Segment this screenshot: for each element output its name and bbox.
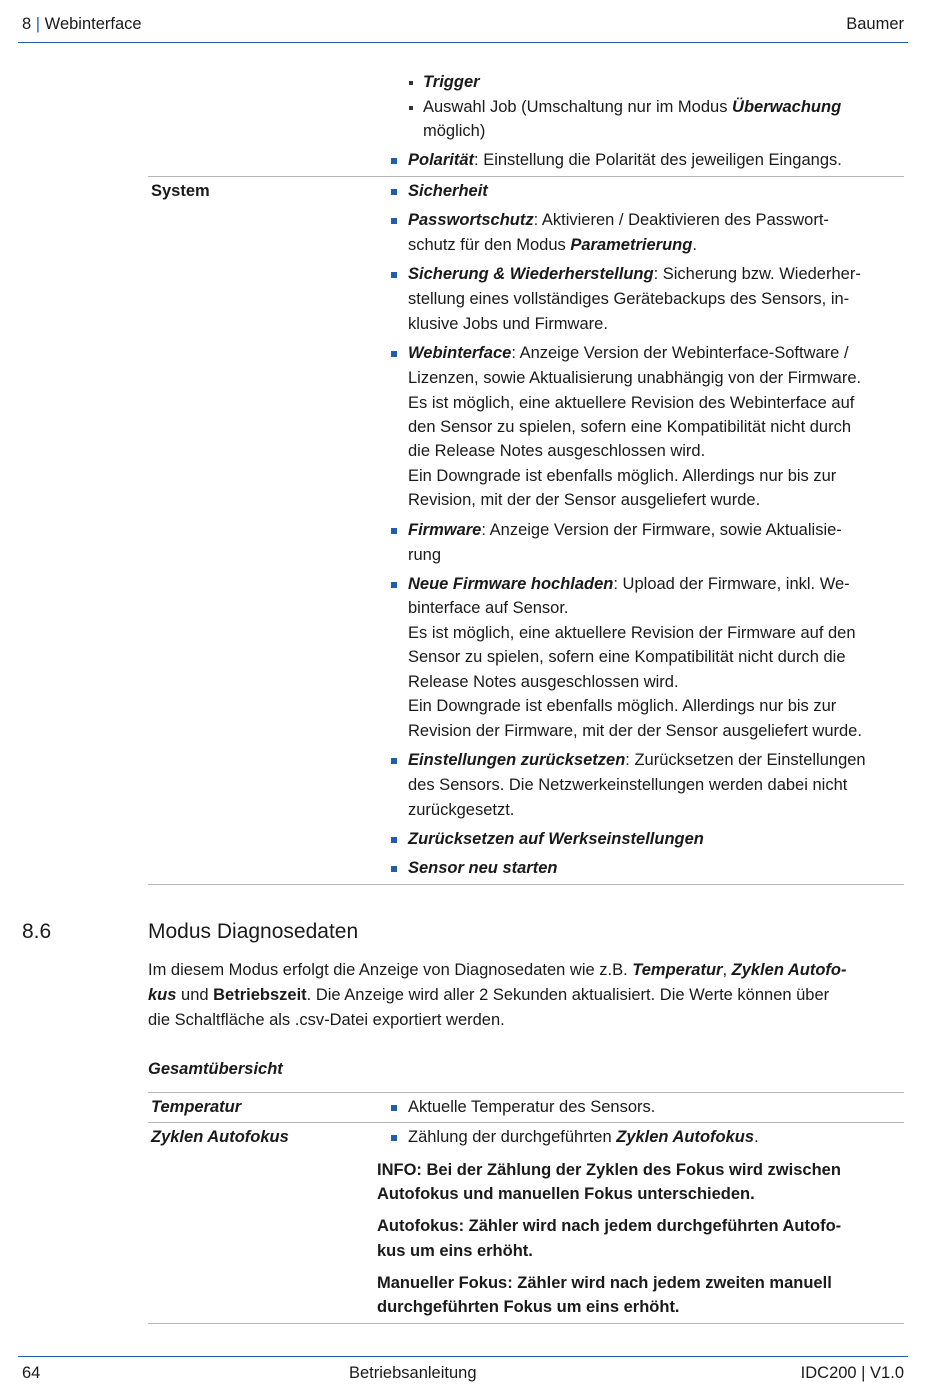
bullet-firmware: Firmware: Anzeige Version der Firmware, sowie Aktualisie- — [408, 521, 842, 539]
bullet-neue-firmware-line: Es ist möglich, eine aktuellere Revision der Firmware auf den — [408, 624, 856, 642]
table-bottom-rule — [148, 884, 904, 885]
sub-bullet-marker — [409, 81, 413, 85]
sub-bullet-marker — [409, 106, 413, 110]
bullet-webinterface-line: Ein Downgrade ist ebenfalls möglich. Allerdings nur bis zur — [408, 467, 837, 485]
page-number: 64 — [22, 1364, 41, 1382]
row-text-zyklen: Zählung der durchgeführten Zyklen Autofokus. — [408, 1128, 759, 1146]
bullet-neue-firmware-line: binterface auf Sensor. — [408, 599, 569, 617]
info-note-line: Autofokus und manuellen Fokus unterschieden. — [377, 1185, 755, 1203]
autofokus-note-line: kus um eins erhöht. — [377, 1242, 533, 1260]
bullet-marker — [391, 351, 397, 357]
bullet-marker — [391, 272, 397, 278]
section-number: 8.6 — [22, 920, 52, 943]
bullet-marker — [391, 158, 397, 164]
bullet-marker — [391, 189, 397, 195]
bullet-webinterface-line: den Sensor zu spielen, sofern eine Kompatibilität nicht durch — [408, 418, 852, 436]
bullet-webinterface-line: Lizenzen, sowie Aktualisierung unabhängig von der Firmware. — [408, 369, 862, 387]
bullet-sicherung-line: klusive Jobs und Firmware. — [408, 315, 608, 333]
bullet-einstellungen-line: des Sensors. Die Netzwerkeinstellungen werden dabei nicht — [408, 776, 848, 794]
bullet-polaritaet: Polarität: Einstellung die Polarität des jeweiligen Eingangs. — [408, 151, 842, 169]
bullet-neue-firmware-line: Ein Downgrade ist ebenfalls möglich. Allerdings nur bis zur — [408, 697, 837, 715]
section-title: Modus Diagnosedaten — [148, 920, 359, 943]
bullet-passwortschutz: Passwortschutz: Aktivieren / Deaktivieren des Passwort- — [408, 211, 829, 229]
table-row-divider — [148, 176, 904, 177]
bullet-sicherung-line: stellung eines vollständiges Gerätebackups des Sensors, in- — [408, 290, 850, 308]
chapter-title: Webinterface — [44, 15, 142, 33]
bullet-marker — [391, 866, 397, 872]
row-label-system: System — [151, 182, 210, 200]
footer-rule — [18, 1356, 908, 1357]
bullet-neue-firmware-line: Revision der Firmware, mit der der Sensor ausgeliefert wurde. — [408, 722, 862, 740]
bullet-marker — [391, 528, 397, 534]
bullet-webinterface: Webinterface: Anzeige Version der Webinterface-Software / — [408, 344, 849, 362]
sub-bullet-trigger: Trigger — [423, 73, 480, 91]
bullet-neue-firmware-line: Release Notes ausgeschlossen wird. — [408, 673, 679, 691]
subheading-gesamtuebersicht: Gesamtübersicht — [148, 1060, 283, 1078]
header-separator: | — [35, 15, 41, 33]
bullet-webinterface-line: Es ist möglich, eine aktuellere Revision des Webinterface auf — [408, 394, 855, 412]
sub-bullet-auswahl: Auswahl Job (Umschaltung nur im Modus Überwachung — [423, 98, 842, 116]
bullet-einstellungen: Einstellungen zurücksetzen: Zurücksetzen der Einstellungen — [408, 751, 866, 769]
manueller-fokus-note-line: durchgeführten Fokus um eins erhöht. — [377, 1298, 680, 1316]
bullet-marker — [391, 1135, 397, 1141]
section-paragraph-line: Im diesem Modus erfolgt die Anzeige von Diagnosedaten wie z.B. Temperatur, Zyklen Autofo- — [148, 961, 847, 979]
bullet-neue-firmware-line: Sensor zu spielen, sofern eine Kompatibilität nicht durch die — [408, 648, 846, 666]
sub-bullet-auswahl-cont: möglich) — [423, 122, 486, 140]
table-top-rule — [148, 1092, 904, 1093]
bullet-marker — [391, 582, 397, 588]
doc-type: Betriebsanleitung — [349, 1364, 477, 1382]
bullet-werkseinstellungen: Zurücksetzen auf Werkseinstellungen — [408, 830, 704, 848]
row-label-temperatur: Temperatur — [151, 1098, 242, 1116]
bullet-sicherung: Sicherung & Wiederherstellung: Sicherung bzw. Wiederher- — [408, 265, 861, 283]
table-bottom-rule — [148, 1323, 904, 1324]
bullet-firmware-line: rung — [408, 546, 442, 564]
bullet-webinterface-line: Revision, mit der der Sensor ausgeliefert wurde. — [408, 491, 761, 509]
chapter-number: 8 — [22, 15, 32, 33]
bullet-marker — [391, 758, 397, 764]
bullet-marker — [391, 218, 397, 224]
bullet-einstellungen-line: zurückgesetzt. — [408, 801, 515, 819]
header-chapter — [22, 12, 142, 37]
bullet-marker — [391, 1105, 397, 1111]
bullet-marker — [391, 837, 397, 843]
bullet-sicherheit: Sicherheit — [408, 182, 488, 200]
table-row-divider — [148, 1122, 904, 1123]
autofokus-note-line: Autofokus: Zähler wird nach jedem durchgeführten Autofo- — [377, 1217, 842, 1235]
manueller-fokus-note-line: Manueller Fokus: Zähler wird nach jedem zweiten manuell — [377, 1274, 832, 1292]
bullet-webinterface-line: die Release Notes ausgeschlossen wird. — [408, 442, 706, 460]
row-label-zyklen: Zyklen Autofokus — [151, 1128, 289, 1146]
bullet-neue-firmware: Neue Firmware hochladen: Upload der Firmware, inkl. We- — [408, 575, 850, 593]
section-paragraph-line: kus und Betriebszeit. Die Anzeige wird aller 2 Sekunden aktualisiert. Die Werte können über — [148, 986, 830, 1004]
info-note-line: INFO: Bei der Zählung der Zyklen des Fokus wird zwischen — [377, 1161, 841, 1179]
row-text-temperatur: Aktuelle Temperatur des Sensors. — [408, 1098, 656, 1116]
header-rule — [18, 42, 908, 43]
section-paragraph-line: die Schaltfläche als .csv-Datei exportiert werden. — [148, 1011, 505, 1029]
product-version: IDC200 | V1.0 — [800, 1364, 904, 1382]
bullet-passwortschutz-cont: schutz für den Modus Parametrierung. — [408, 236, 697, 254]
brand-name: Baumer — [846, 15, 904, 33]
bullet-neu-starten: Sensor neu starten — [408, 859, 558, 877]
